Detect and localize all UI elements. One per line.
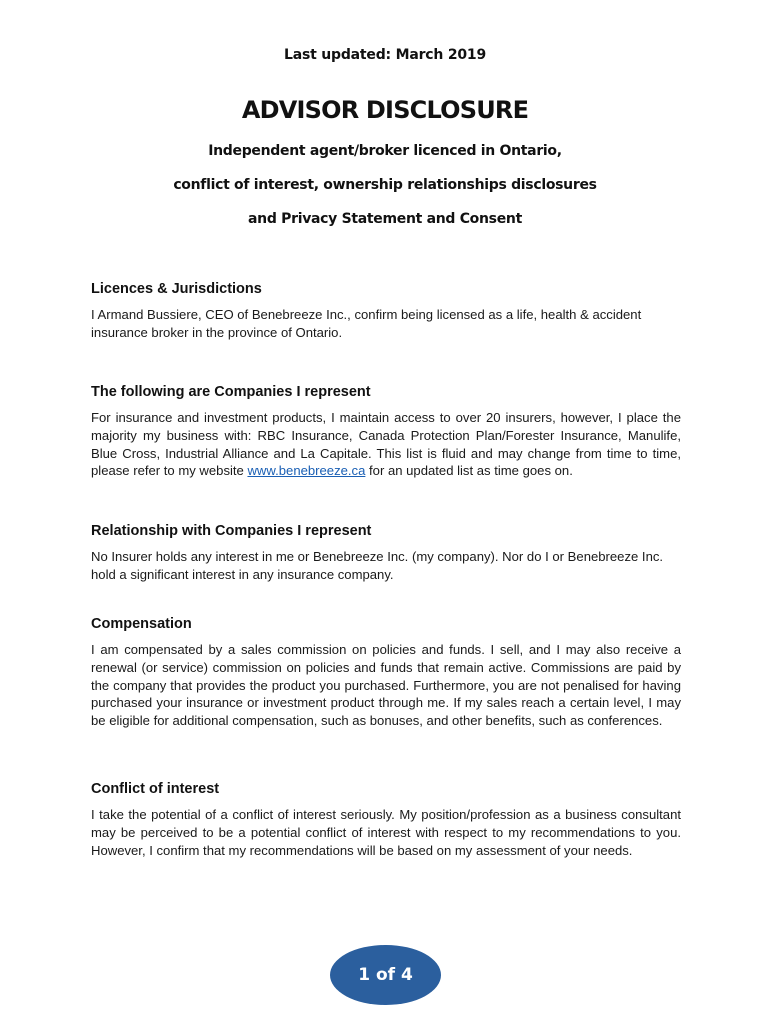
section-compensation xyxy=(91,616,681,730)
section-heading: The following are Companies I represent xyxy=(91,384,371,400)
section-body: I take the potential of a conflict of interest seriously. My position/profession as a business consultant may be perceived to be a potential conflict of interest with respect to my recommendations to you. However, I confirm that my recommendations will be based on my assessment of your needs. xyxy=(91,807,681,858)
section-licences xyxy=(91,281,681,342)
page-indicator: 1 of 4 xyxy=(330,945,441,1005)
section-body xyxy=(91,409,681,480)
section-conflict xyxy=(91,781,681,859)
subtitle-line-3: and Privacy Statement and Consent xyxy=(248,211,522,227)
section-relationship xyxy=(91,523,681,584)
section-body: I Armand Bussiere, CEO of Benebreeze Inc., confirm being licensed as a life, health & accident insurance broker in the province of Ontario. xyxy=(91,307,642,340)
subtitle-line-2: conflict of interest, ownership relationships disclosures xyxy=(173,177,597,193)
website-link[interactable]: www.benebreeze.ca xyxy=(247,463,366,479)
section-heading: Conflict of interest xyxy=(91,781,220,797)
section-body: I am compensated by a sales commission on policies and funds. I sell, and I may also receive a renewal (or service) commission on policies and funds that remain active. Commissions are paid by the company that provides the product you purchased. Furthermore, you are not penalised for having purchased your insurance or investment product through me. If my sales reach a certain level, I may be eligible for additional compensation, such as bonuses, and other benefits, such as conferences. xyxy=(91,642,681,729)
last-updated-label: Last updated: March 2019 xyxy=(284,47,486,63)
subtitle-line-1: Independent agent/broker licenced in Ontario, xyxy=(208,143,562,159)
body-text: for an updated list as time goes on. xyxy=(365,463,573,479)
document-title: ADVISOR DISCLOSURE xyxy=(241,96,529,124)
section-companies xyxy=(91,384,681,480)
section-heading: Compensation xyxy=(91,616,192,632)
section-heading: Relationship with Companies I represent xyxy=(91,523,372,539)
body-text: For insurance and investment products, I maintain access to over 20 insurers, however, I place the majority my business with: RBC Insurance, Canada Protection Plan/Forester Insurance, Manulife, Blue Cross, Industrial Alliance and La Capitale. This list is fluid and may change from time to time, please refer to my website xyxy=(91,410,681,479)
section-body: No Insurer holds any interest in me or Benebreeze Inc. (my company). Nor do I or Benebreeze Inc. hold a significant interest in any insurance company. xyxy=(91,549,664,582)
section-heading: Licences & Jurisdictions xyxy=(91,281,262,297)
